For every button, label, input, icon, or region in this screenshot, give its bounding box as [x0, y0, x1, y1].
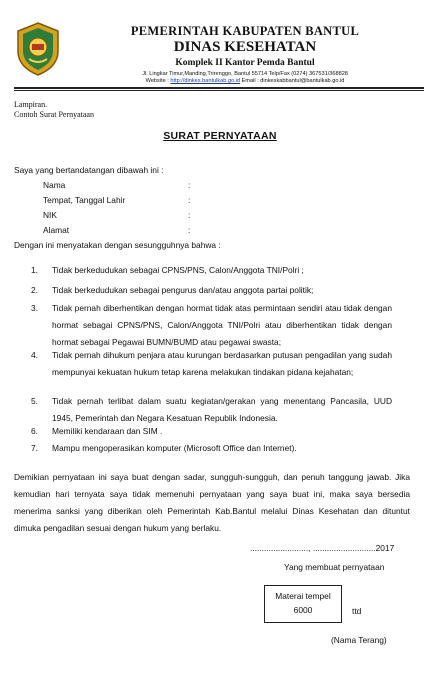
full-name-label: (Nama Terang) [331, 635, 387, 645]
letterhead-contact: Website : http://dinkes.bantulkab.go.id Email : dinkeskabbantul@bantulkab.go.id [145, 78, 345, 84]
field-name-colon: : [188, 180, 191, 190]
field-birth-label: Tempat, Tanggal Lahir [43, 195, 126, 205]
website-link[interactable]: http://dinkes.bantulkab.go.id [170, 78, 241, 84]
signer-label: Yang membuat pernyataan [284, 562, 385, 572]
letterhead-agency: DINAS KESEHATAN [173, 39, 317, 55]
field-nik-label: NIK [43, 210, 57, 220]
field-address-colon: : [188, 225, 191, 235]
place-date-line: ........................., ...........................2017 [250, 543, 395, 553]
attachment-description: Contoh Surat Pernyataan [14, 110, 94, 119]
signature-mark: ttd [352, 606, 362, 616]
document-title: SURAT PERNYATAAN [163, 130, 277, 142]
bantul-regency-emblem-icon [14, 21, 62, 77]
intro-text: Saya yang bertandatangan dibawah ini : [14, 165, 164, 175]
field-birth-colon: : [188, 195, 191, 205]
stamp-value: 6000 [293, 605, 313, 615]
list-item: Mampu mengoperasikan komputer (Microsoft Office dan Internet). [52, 443, 297, 453]
closing-paragraph: Demikian pernyataan ini saya buat dengan sadar, sungguh-sungguh, dan penuh tanggung jawab. Jika kemudian hari ternyata saya tidak memenuhi pernyataan yang saya buat ini, maka saya bersedia menerima sanksi yang diberikan oleh Pemerintah Kab.Bantul melalui Dinas Kesehatan dan dituntut dimuka pengadilan sesuai dengan hukum yang berlaku. [14, 472, 410, 533]
statement-intro: Dengan ini menyatakan dengan sesungguhnya bahwa : [14, 240, 221, 250]
list-item: Tidak pernah terlibat dalam suatu kegiatan/gerakan yang menentang Pancasila, UUD 1945, Pemerintah dan Negara Kesatuan Republik Indonesia. [52, 396, 392, 423]
list-item-number: 3. [31, 303, 38, 313]
list-item: Tidak pernah dihukum penjara atau kurungan berdasarkan putusan pengadilan yang sudah mempunyai kekuatan hukum tetap karena melakukan tindakan pidana kejahatan; [52, 350, 392, 377]
field-name-label: Nama [43, 180, 66, 190]
list-item: Tidak pernah diberhentikan dengan hormat tidak atas permintaan sendiri atau tidak dengan hormat sebagai CPNS/PNS, Calon/Anggota TNI/Polri atau diberhentikan tidak dengan hormat sebagai Pegawai BUMN/BUMD atau pegawai swasta; [52, 303, 392, 347]
field-address-label: Alamat [43, 225, 70, 235]
list-item-number: 1. [31, 265, 38, 275]
list-item-number: 4. [31, 350, 38, 360]
letterhead-office: Komplek II Kantor Pemda Bantul [175, 58, 315, 68]
stamp-box [264, 585, 342, 623]
stamp-label: Materai tempel [275, 591, 331, 601]
list-item: Memiliki kendaraan dan SIM . [52, 426, 163, 436]
letterhead-divider-thin [14, 90, 424, 91]
letterhead-address: Jl. Lingkar Timur,Manding,Trirenggo, Bantul 55714 Telp/Fax (0274) 367531/368828 [142, 71, 348, 77]
field-nik-colon: : [188, 210, 191, 220]
list-item: Tidak berkedudukan sebagai pengurus dan/atau anggota partai politik; [52, 285, 314, 295]
list-item-number: 5. [31, 396, 38, 406]
list-item: Tidak berkedudukan sebagai CPNS/PNS, Calon/Anggota TNI/Polri ; [52, 265, 304, 275]
attachment-label: Lampiran. [14, 100, 48, 109]
letterhead-government: PEMERINTAH KABUPATEN BANTUL [130, 24, 360, 38]
list-item-number: 6. [31, 426, 38, 436]
list-item-number: 7. [31, 443, 38, 453]
list-item-number: 2. [31, 285, 38, 295]
letterhead-divider [14, 87, 424, 89]
